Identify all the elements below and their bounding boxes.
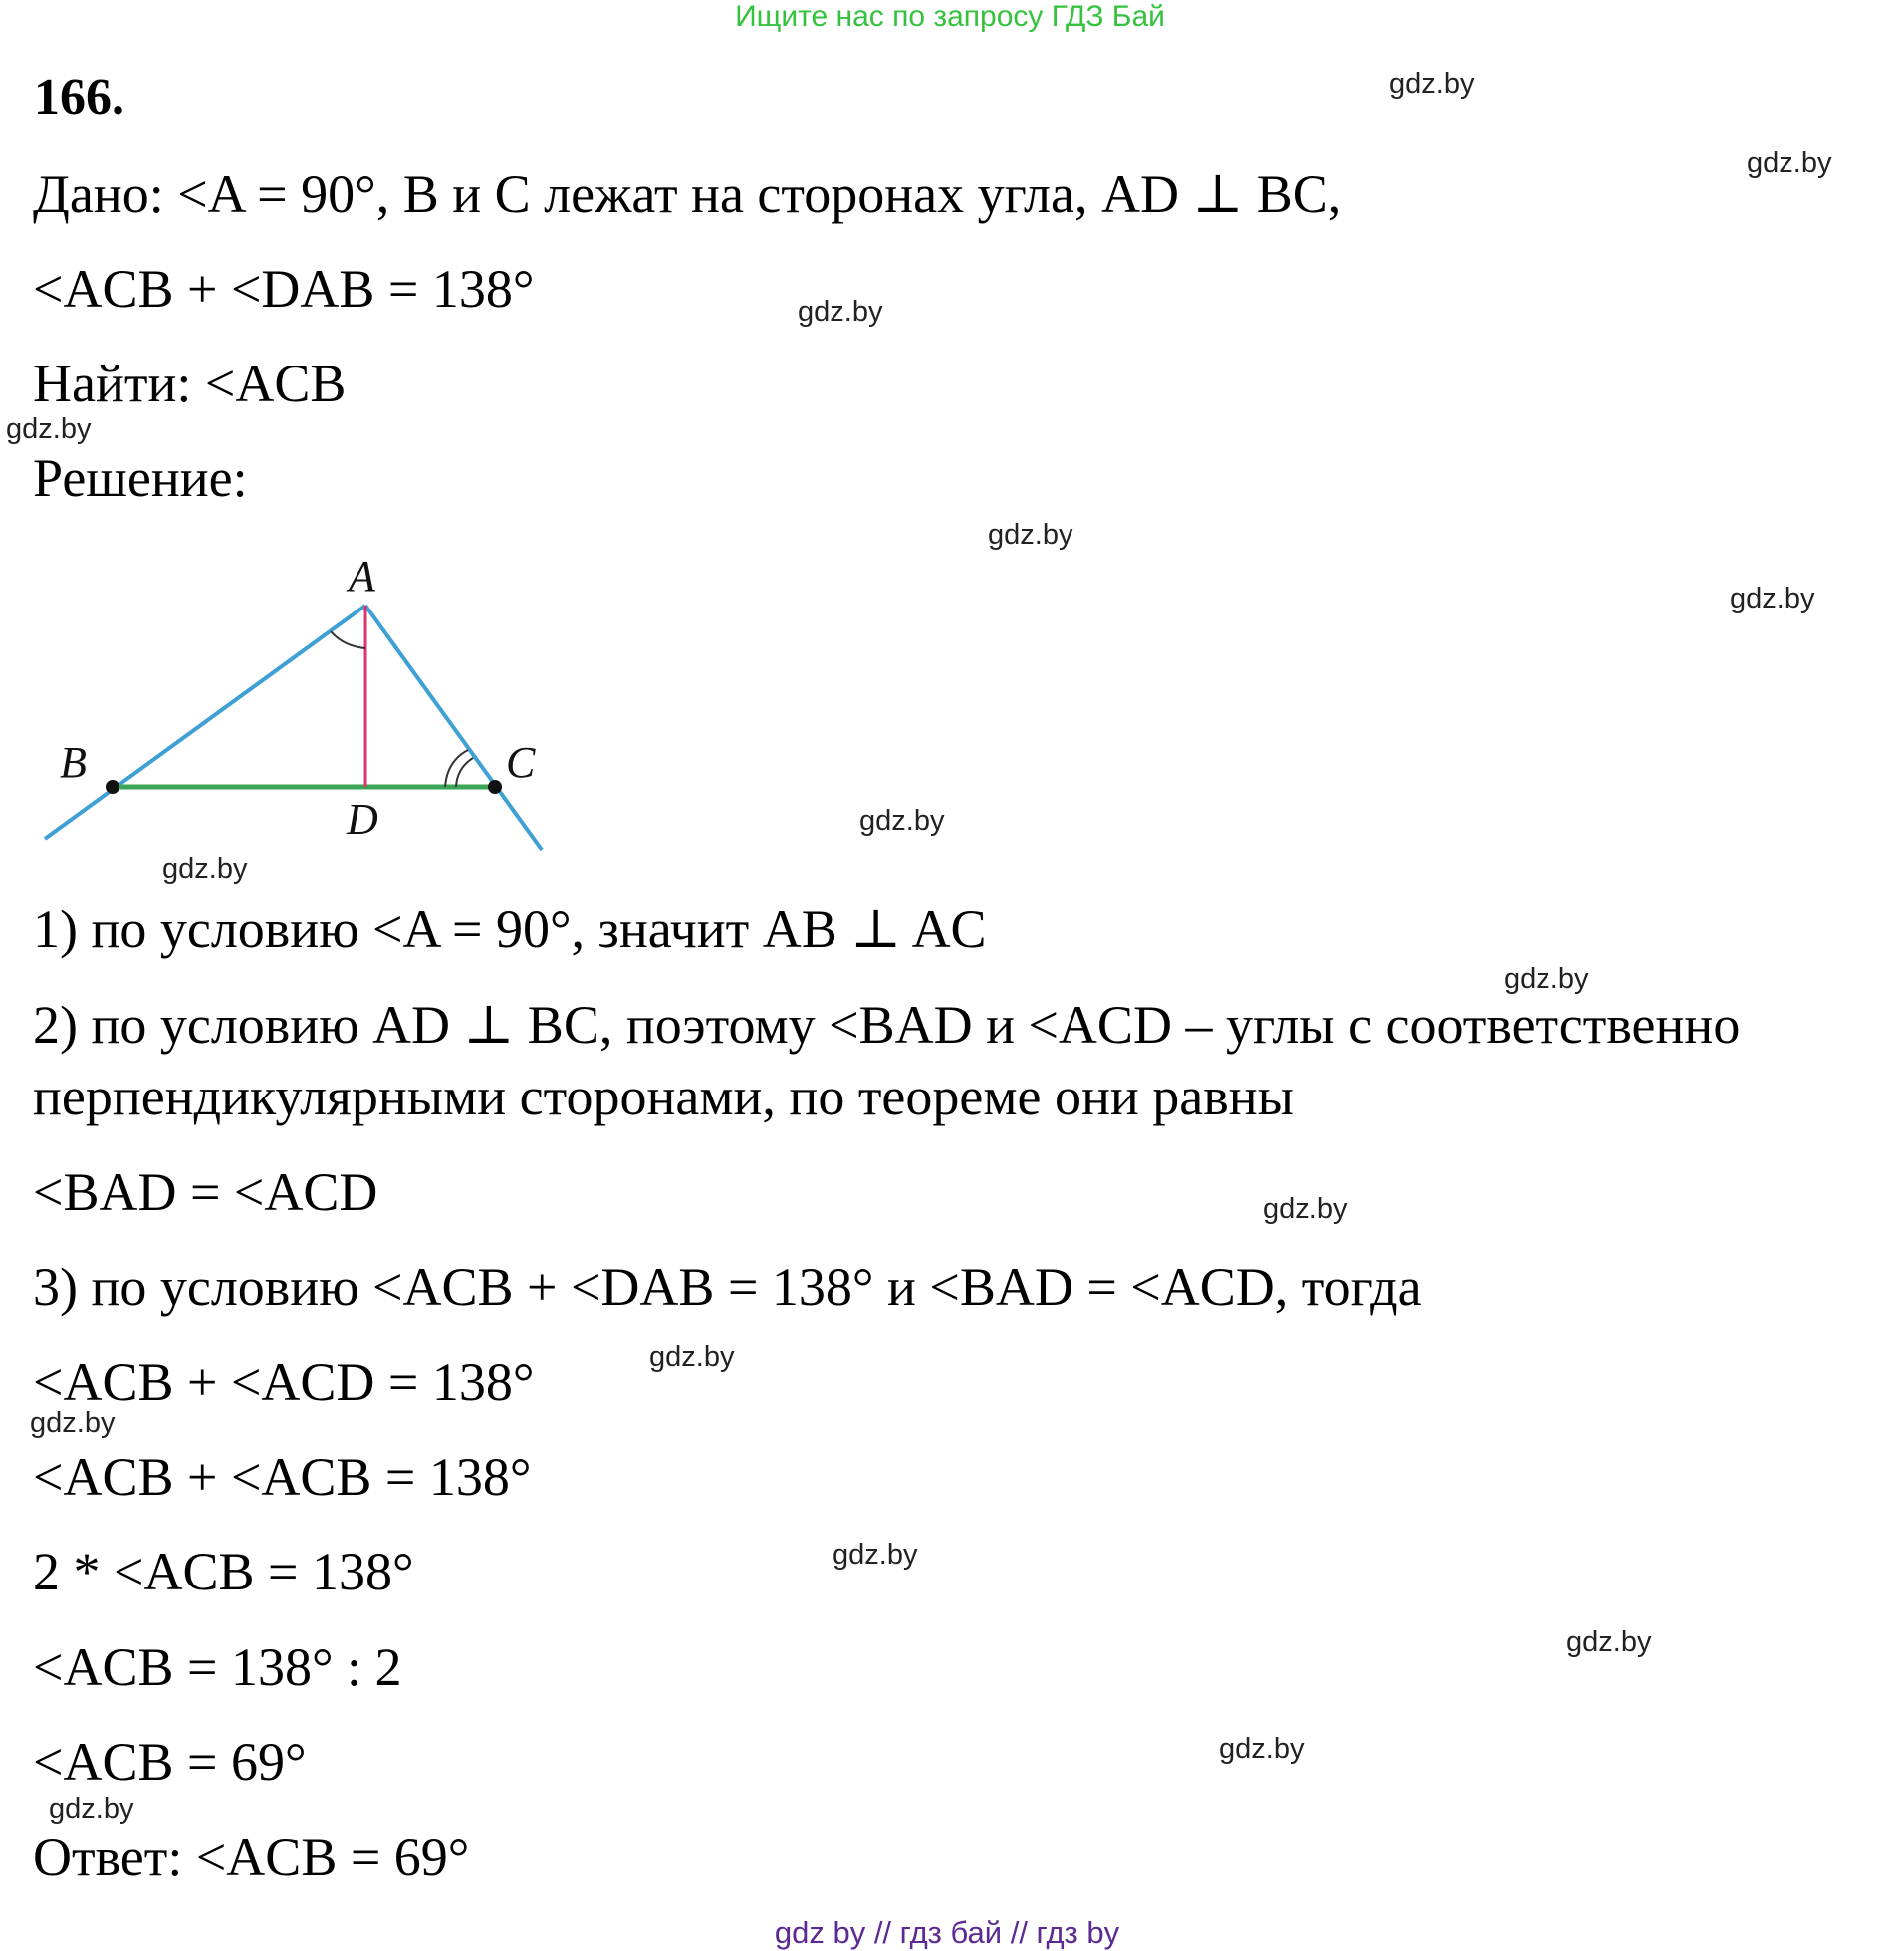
watermark: gdz.by [833,1539,918,1571]
watermark: gdz.by [1747,147,1832,179]
solution-label: Решение: [33,448,248,508]
watermark: gdz.by [6,413,92,445]
problem-number: 166. [34,69,124,125]
watermark: gdz.by [988,519,1073,551]
watermark: gdz.by [162,854,248,885]
label-d: D [347,795,378,844]
equation-acb-div: <ACB = 138° : 2 [33,1637,402,1697]
step-2-line-2: перпендикулярными сторонами, по теореме они равны [33,1067,1294,1126]
equation-bad-acd: <BAD = <ACD [33,1162,378,1222]
given-line-2: <ACB + <DAB = 138° [33,259,535,319]
watermark: gdz.by [798,296,883,328]
watermark: gdz.by [1504,963,1589,995]
answer-line: Ответ: <ACB = 69° [33,1828,470,1887]
point-c [488,780,502,794]
top-banner-text: Ищите нас по запросу ГДЗ Бай [735,0,1165,33]
watermark: gdz.by [1263,1193,1348,1225]
top-banner [0,0,1904,34]
angle-mark-bad [331,631,365,648]
step-2-line-1: 2) по условию AD ⊥ BC, поэтому <BAD и <ACD – углы с соответственно [33,995,1741,1055]
watermark: gdz.by [30,1407,116,1439]
watermark: gdz.by [859,805,945,837]
step-1: 1) по условию <A = 90°, значит AB ⊥ AC [33,899,987,959]
watermark: gdz.by [49,1793,134,1825]
find-line: Найти: <ACB [33,354,347,413]
equation-2acb: 2 * <ACB = 138° [33,1542,414,1601]
watermark: gdz.by [1219,1733,1305,1765]
ray-ac [365,606,542,850]
equation-acb-acb: <ACB + <ACB = 138° [33,1447,532,1507]
angle-mark-acd-inner [456,758,473,787]
footer-text: gdz by // гдз бай // гдз by [774,1915,1120,1950]
equation-acb-acd: <ACB + <ACD = 138° [33,1352,535,1412]
step-3: 3) по условию <ACB + <DAB = 138° и <BAD = <ACD, тогда [33,1257,1422,1317]
ray-ab [45,606,365,839]
watermark: gdz.by [1730,583,1815,614]
watermark: gdz.by [1566,1626,1652,1658]
point-b [106,780,119,794]
watermark: gdz.by [1389,68,1475,100]
label-c: C [506,738,536,787]
equation-acb-result: <ACB = 69° [33,1732,307,1792]
label-b: B [60,738,87,787]
given-line-1: Дано: <A = 90°, B и C лежат на сторонах угла, AD ⊥ BC, [33,164,1342,224]
footer [0,1915,1904,1951]
label-a: A [349,552,375,601]
triangle-figure [30,543,558,861]
watermark: gdz.by [649,1341,735,1373]
